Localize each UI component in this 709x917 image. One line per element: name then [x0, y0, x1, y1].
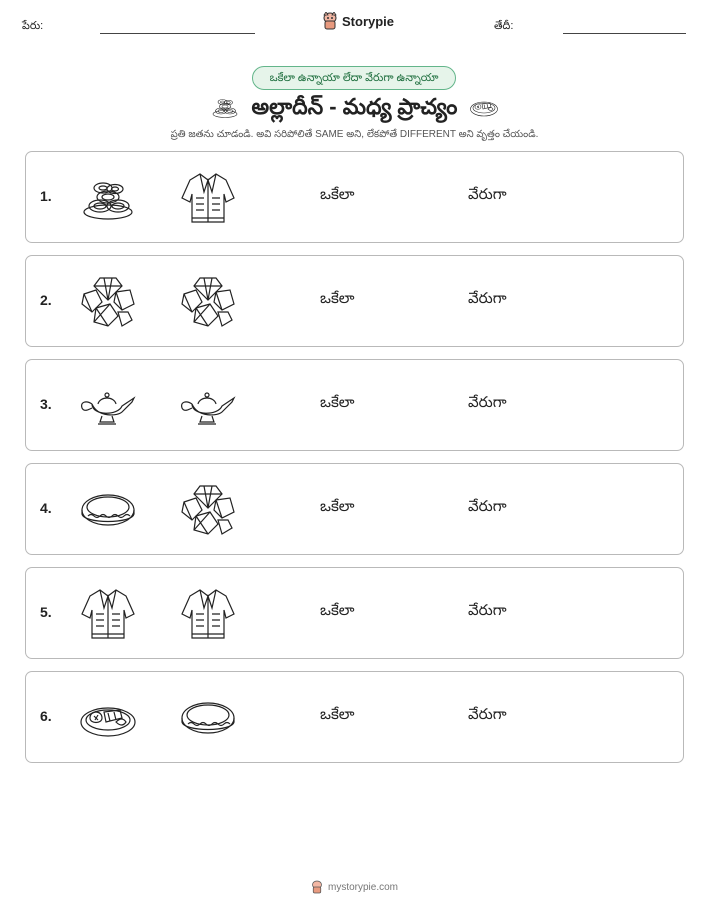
- footer-url: mystorypie.com: [327, 881, 398, 893]
- same-option[interactable]: ఒకేలా: [320, 602, 355, 619]
- different-option[interactable]: వేరుగా: [468, 602, 507, 619]
- different-option[interactable]: వేరుగా: [468, 706, 507, 723]
- dates-plate-icon: [469, 92, 499, 126]
- question-card: [25, 567, 684, 659]
- magic-lamp-icon: [78, 376, 138, 434]
- dates-plate-icon: [78, 688, 138, 746]
- question-number: 5.: [40, 604, 52, 620]
- jewels-icon: [178, 480, 238, 538]
- page-title: అల్లాదీన్ - మధ్య ప్రాచ్యం: [251, 93, 458, 119]
- baklava-icon: [78, 168, 138, 226]
- date-label: తేదీ:: [494, 20, 514, 32]
- magic-lamp-icon: [178, 376, 238, 434]
- question-number: 3.: [40, 396, 52, 412]
- question-card: [25, 463, 684, 555]
- robe-icon: [178, 168, 238, 226]
- same-option[interactable]: ఒకేలా: [320, 186, 355, 203]
- question-number: 2.: [40, 292, 52, 308]
- same-option[interactable]: ఒకేలా: [320, 290, 355, 307]
- same-option[interactable]: ఒకేలా: [320, 394, 355, 411]
- date-line[interactable]: [563, 33, 686, 34]
- instructions: ప్రతి జతను చూడండి. అవి సరిపోలితే SAME అని, లేకపోతే DIFFERENT అని వృత్తం చేయండి.: [170, 129, 539, 140]
- baklava-icon: [210, 92, 240, 126]
- robe-icon: [78, 584, 138, 642]
- jewels-icon: [178, 272, 238, 330]
- name-line[interactable]: [100, 33, 255, 34]
- different-option[interactable]: వేరుగా: [468, 290, 507, 307]
- question-card: [25, 151, 684, 243]
- question-card: [25, 671, 684, 763]
- robe-icon: [178, 584, 238, 642]
- jewels-icon: [78, 272, 138, 330]
- bracelet-icon: [178, 688, 238, 746]
- name-label: పేరు:: [22, 20, 44, 32]
- question-card: [25, 359, 684, 451]
- title-row: [0, 92, 709, 126]
- storypie-mascot-icon: [311, 880, 323, 894]
- storypie-mascot-icon: [322, 12, 338, 30]
- worksheet-type-badge: ఒకేలా ఉన్నాయా లేదా వేరుగా ఉన్నాయా: [252, 66, 456, 90]
- question-number: 4.: [40, 500, 52, 516]
- same-option[interactable]: ఒకేలా: [320, 498, 355, 515]
- different-option[interactable]: వేరుగా: [468, 186, 507, 203]
- footer: [0, 880, 709, 894]
- different-option[interactable]: వేరుగా: [468, 498, 507, 515]
- question-card: [25, 255, 684, 347]
- different-option[interactable]: వేరుగా: [468, 394, 507, 411]
- brand-logo: [322, 12, 394, 30]
- brand-name: Storypie: [342, 13, 395, 29]
- bracelet-icon: [78, 480, 138, 538]
- question-number: 1.: [40, 188, 52, 204]
- question-number: 6.: [40, 708, 52, 724]
- same-option[interactable]: ఒకేలా: [320, 706, 355, 723]
